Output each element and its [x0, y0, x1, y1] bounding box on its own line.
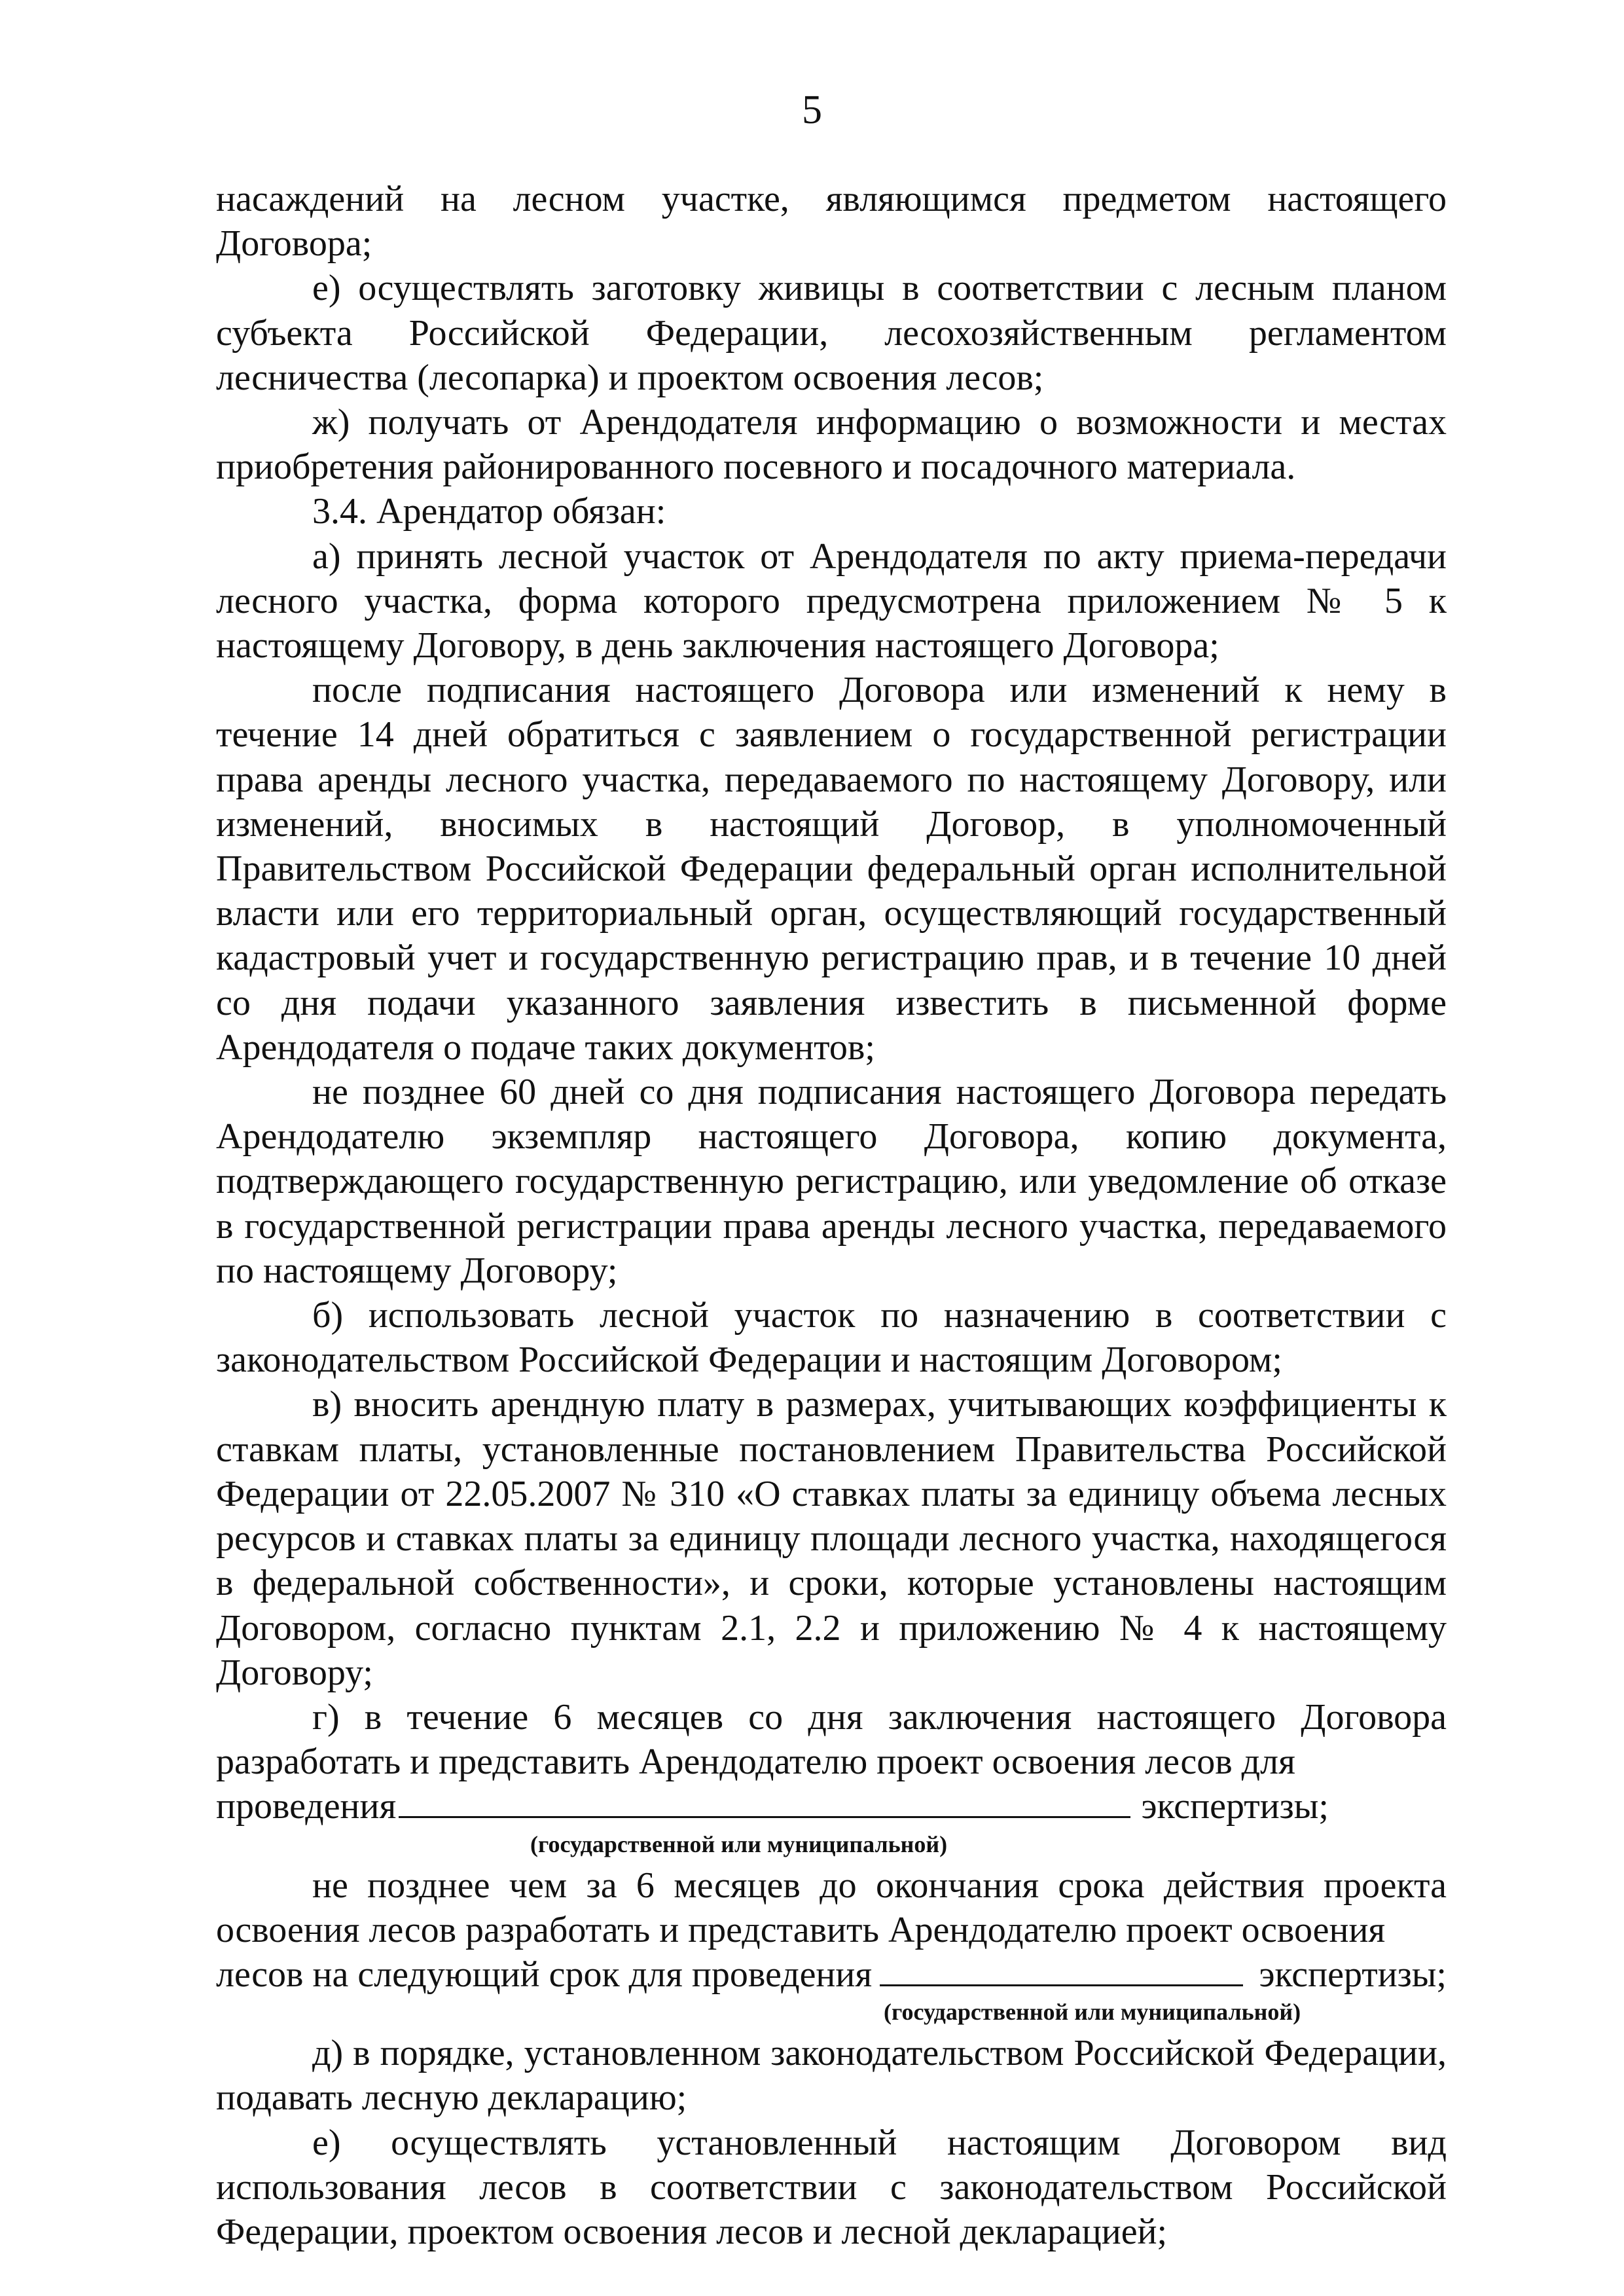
fill-line-lead: проведения	[216, 1786, 397, 1827]
section-heading-3-4: 3.4. Арендатор обязан:	[312, 491, 666, 532]
blank-field-expertise-type-2	[880, 1956, 1243, 1986]
page-number: 5	[802, 88, 822, 132]
paragraph-item-g-project: г) в течение 6 месяцев со дня заключения настоящего Договора разработать и представить Арендодателю проект освоения лесов для	[216, 1696, 1447, 1783]
paragraph-item-d-declaration: д) в порядке, установленном законодательством Российской Федерации, подавать лесную декларацию;	[216, 2033, 1447, 2119]
fill-line-tail: экспертизы;	[1259, 1954, 1447, 1995]
paragraph-item-zh-information: ж) получать от Арендодателя информацию о возможности и местах приобретения районированного посевного и посадочного материала.	[216, 402, 1447, 488]
fill-line-lead: лесов на следующий срок для проведения	[216, 1954, 873, 1995]
fill-line-expertise-2	[216, 1952, 1447, 1997]
paragraph-item-b-use: б) использовать лесной участок по назначению в соответствии с законодательством Российской Федерации и настоящим Договором;	[216, 1295, 1447, 1381]
paragraph-transfer-copy: не позднее 60 дней со дня подписания настоящего Договора передать Арендодателю экземпляр настоящего Договора, копию документа, подтверждающего государственную регистрацию, или уведомление об отказе в государственной регистрации права аренды лесного участка, передаваемого по настоящему Договору;	[216, 1072, 1447, 1291]
paragraph-continuation: насаждений на лесном участке, являющимся предметом настоящего Договора;	[216, 179, 1447, 264]
blank-field-expertise-type-1	[399, 1787, 1130, 1818]
field-caption-1: (государственной или муниципальной)	[530, 1831, 948, 1857]
field-caption-2: (государственной или муниципальной)	[884, 1999, 1301, 2026]
paragraph-registration: после подписания настоящего Договора или изменений к нему в течение 14 дней обратиться с заявлением о государственной регистрации права аренды лесного участка, передаваемого по настоящему Договору, или изменений, вносимых в настоящий Договор, в уполномоченный Правительством Российской Федерации федеральный орган исполнительной власти или его территориальный орган, осуществляющий государственный кадастровый учет и государственную регистрацию прав, и в течение 10 дней со дня подачи указанного заявления известить в письменной форме Арендодателя о подаче таких документов;	[216, 670, 1447, 1068]
paragraph-item-v-rent: в) вносить арендную плату в размерах, учитывающих коэффициенты к ставкам платы, установленные постановлением Правительства Российской Федерации от 22.05.2007 № 310 «О ставках платы за единицу объема лесных ресурсов и ставках платы за единицу площади лесного участка, находящегося в федеральной собственности», и сроки, которые установлены настоящим Договором, согласно пунктам 2.1, 2.2 и приложению № 4 к настоящему Договору;	[216, 1384, 1447, 1693]
document-body	[216, 177, 1447, 2254]
paragraph-item-a-accept: а) принять лесной участок от Арендодателя по акту приема-передачи лесного участка, форма которого предусмотрена приложением № 5 к настоящему Договору, в день заключения настоящего Договора;	[216, 536, 1447, 666]
paragraph-item-e-resin: е) осуществлять заготовку живицы в соответствии с лесным планом субъекта Российской Федерации, лесохозяйственным регламентом лесничества (лесопарка) и проектом освоения лесов;	[216, 268, 1447, 398]
fill-line-tail: экспертизы;	[1141, 1786, 1329, 1827]
fill-line-expertise-1	[216, 1784, 1447, 1829]
paragraph-item-e-use-type: е) осуществлять установленный настоящим Договором вид использования лесов в соответствии с законодательством Российской Федерации, проектом освоения лесов и лесной декларацией;	[216, 2122, 1447, 2252]
paragraph-next-project: не позднее чем за 6 месяцев до окончания срока действия проекта освоения лесов разработать и представить Арендодателю проект освоения	[216, 1865, 1447, 1950]
